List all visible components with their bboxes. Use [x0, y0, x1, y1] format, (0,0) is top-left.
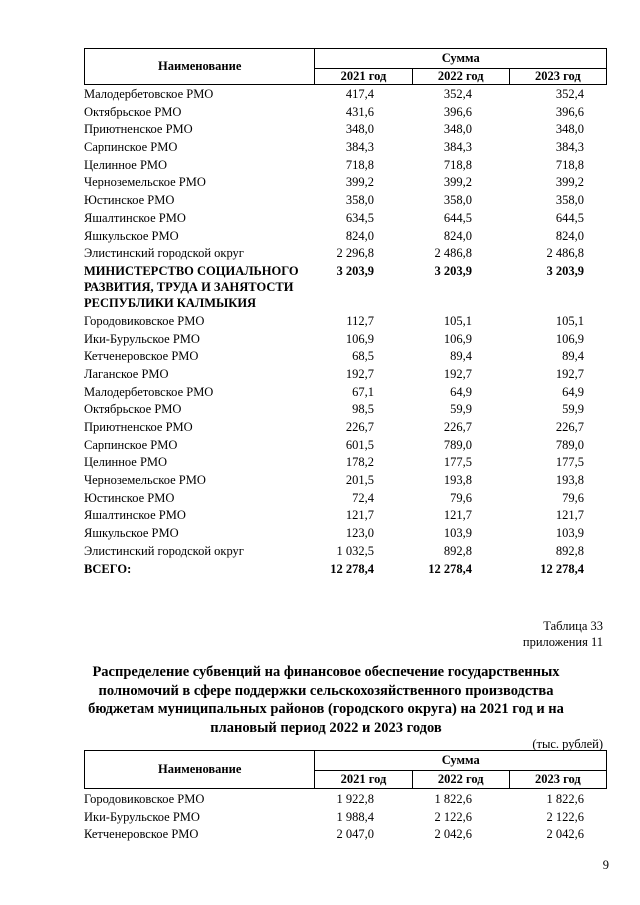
row-name: Октябрьское РМО — [84, 402, 182, 417]
row-value-2021: 12 278,4 — [330, 561, 374, 576]
table-row — [84, 366, 604, 384]
row-name: ВСЕГО: — [84, 561, 132, 576]
row-name: Сарпинское РМО — [84, 437, 178, 452]
row-name: Юстинское РМО — [84, 193, 175, 208]
row-value-2023: 2 122,6 — [546, 809, 584, 824]
row-value-2023: 358,0 — [555, 193, 584, 208]
row-value-2021: 68,5 — [352, 349, 374, 364]
row-value-2022: 348,0 — [443, 122, 472, 137]
row-value-2022: 3 203,9 — [434, 263, 472, 278]
row-name: Ики-Бурульское РМО — [84, 809, 200, 824]
row-value-2022: 103,9 — [443, 526, 472, 541]
row-value-2021: 106,9 — [345, 331, 374, 346]
row-value-2022: 892,8 — [443, 543, 472, 558]
row-value-2021: 399,2 — [345, 175, 374, 190]
row-value-2022: 193,8 — [443, 473, 472, 488]
row-value-2023: 396,6 — [555, 104, 584, 119]
row-name: Малодербетовское РМО — [84, 384, 214, 399]
row-value-2022: 1 822,6 — [434, 792, 472, 806]
row-value-2023: 352,4 — [555, 87, 584, 101]
row-value-2021: 1 922,8 — [336, 792, 374, 806]
row-value-2022: 399,2 — [443, 175, 472, 190]
row-value-2022: 12 278,4 — [428, 561, 472, 576]
row-value-2022: 352,4 — [443, 87, 472, 101]
row-value-2021: 67,1 — [352, 384, 374, 399]
row-value-2022: 644,5 — [443, 210, 472, 225]
table-row — [84, 174, 604, 192]
row-value-2022: 718,8 — [443, 157, 472, 172]
row-value-2023: 789,0 — [555, 437, 584, 452]
table-row — [84, 121, 604, 139]
row-value-2021: 3 203,9 — [336, 263, 374, 278]
row-value-2023: 103,9 — [555, 526, 584, 541]
table1-header — [84, 48, 607, 85]
table-row — [84, 490, 604, 508]
table-row — [84, 419, 604, 437]
row-value-2022: 106,9 — [443, 331, 472, 346]
row-value-2023: 3 203,9 — [546, 263, 584, 278]
row-value-2023: 2 042,6 — [546, 827, 584, 842]
row-value-2023: 892,8 — [555, 543, 584, 558]
row-value-2021: 2 047,0 — [336, 827, 374, 842]
row-value-2023: 193,8 — [555, 473, 584, 488]
table2-header — [84, 750, 607, 789]
row-value-2023: 12 278,4 — [540, 561, 584, 576]
table1-header-name: Наименование — [85, 49, 315, 85]
row-value-2023: 121,7 — [555, 508, 584, 523]
row-value-2021: 178,2 — [345, 455, 374, 470]
table-row — [84, 104, 604, 122]
table-row — [84, 157, 604, 175]
row-value-2021: 634,5 — [345, 210, 374, 225]
row-value-2022: 177,5 — [443, 455, 472, 470]
table-row — [84, 472, 604, 490]
row-value-2023: 824,0 — [555, 228, 584, 243]
row-value-2021: 348,0 — [345, 122, 374, 137]
table-row — [84, 401, 604, 419]
row-value-2023: 64,9 — [562, 384, 584, 399]
table-row — [84, 263, 604, 313]
row-value-2022: 226,7 — [443, 420, 472, 434]
row-value-2021: 384,3 — [345, 140, 374, 155]
row-value-2021: 226,7 — [345, 420, 374, 434]
table-row — [84, 210, 604, 228]
table1-year-2021: 2021 год — [315, 69, 412, 85]
table-row — [84, 525, 604, 543]
row-value-2022: 824,0 — [443, 228, 472, 243]
table-row — [84, 331, 604, 349]
row-value-2023: 79,6 — [562, 490, 584, 505]
row-value-2022: 192,7 — [443, 366, 472, 381]
row-name: Приютненское РМО — [84, 420, 193, 434]
row-value-2022: 89,4 — [450, 349, 472, 364]
table-row — [84, 384, 604, 402]
row-value-2022: 2 042,6 — [434, 827, 472, 842]
row-name: Городовиковское РМО — [84, 792, 205, 806]
row-value-2023: 89,4 — [562, 349, 584, 364]
row-name: Черноземельское РМО — [84, 175, 206, 190]
row-value-2023: 384,3 — [555, 140, 584, 155]
row-value-2021: 201,5 — [345, 473, 374, 488]
row-name: Яшалтинское РМО — [84, 508, 186, 523]
row-value-2023: 59,9 — [562, 402, 584, 417]
row-value-2022: 396,6 — [443, 104, 472, 119]
row-value-2023: 348,0 — [555, 122, 584, 137]
table-row — [84, 86, 604, 104]
row-value-2023: 718,8 — [555, 157, 584, 172]
row-value-2021: 358,0 — [345, 193, 374, 208]
row-value-2022: 121,7 — [443, 508, 472, 523]
table-title: Распределение субвенций на финансовое обеспечение государственных полномочий в сфере поддержки сельскохозяйственного производства бюджетам муниципальных районов (городского округа) на 2021 год и на плановый период 2022 и 2023 годов — [88, 664, 564, 736]
row-value-2023: 2 486,8 — [546, 246, 584, 261]
table-row — [84, 348, 604, 366]
row-value-2022: 789,0 — [443, 437, 472, 452]
table-row — [84, 791, 604, 809]
row-value-2021: 824,0 — [345, 228, 374, 243]
row-value-2021: 601,5 — [345, 437, 374, 452]
row-value-2022: 59,9 — [450, 402, 472, 417]
table-row — [84, 192, 604, 210]
row-value-2021: 718,8 — [345, 157, 374, 172]
table-row — [84, 437, 604, 455]
table1-body — [84, 86, 604, 578]
unit-label: (тыс. рублей) — [532, 737, 603, 751]
row-value-2023: 177,5 — [555, 455, 584, 470]
row-name: Элистинский городской округ — [84, 246, 244, 261]
row-value-2021: 431,6 — [345, 104, 374, 119]
table-row — [84, 809, 604, 827]
row-name: Яшкульское РМО — [84, 228, 179, 243]
row-name: МИНИСТЕРСТВО СОЦИАЛЬНОГО РАЗВИТИЯ, ТРУДА И ЗАНЯТОСТИ РЕСПУБЛИКИ КАЛМЫКИЯ — [84, 263, 299, 310]
table-row — [84, 561, 604, 579]
table1-year-2022: 2022 год — [412, 69, 509, 85]
table-row — [84, 228, 604, 246]
row-value-2021: 123,0 — [345, 526, 374, 541]
row-value-2023: 644,5 — [555, 210, 584, 225]
row-value-2021: 112,7 — [346, 313, 374, 328]
table1-year-2023: 2023 год — [509, 69, 606, 85]
row-value-2021: 192,7 — [345, 366, 374, 381]
row-value-2022: 2 486,8 — [434, 246, 472, 261]
row-value-2021: 2 296,8 — [336, 246, 374, 261]
row-value-2023: 1 822,6 — [546, 792, 584, 806]
appendix-label: приложения 11 — [522, 635, 603, 649]
table2-header-name: Наименование — [85, 751, 315, 789]
row-name: Кетченеровское РМО — [84, 349, 199, 364]
row-value-2023: 105,1 — [555, 313, 584, 328]
row-value-2022: 358,0 — [443, 193, 472, 208]
row-value-2022: 2 122,6 — [434, 809, 472, 824]
table-row — [84, 507, 604, 525]
row-name: Яшалтинское РМО — [84, 210, 186, 225]
row-value-2022: 64,9 — [450, 384, 472, 399]
table-number: Таблица 33 — [543, 619, 603, 633]
table1-header-sum: Сумма — [315, 49, 607, 69]
row-name: Черноземельское РМО — [84, 473, 206, 488]
row-value-2022: 384,3 — [443, 140, 472, 155]
row-name: Лаганское РМО — [84, 366, 169, 381]
row-name: Целинное РМО — [84, 157, 168, 172]
table-row — [84, 139, 604, 157]
row-value-2021: 1 032,5 — [336, 543, 374, 558]
row-name: Малодербетовское РМО — [84, 87, 214, 101]
row-value-2021: 121,7 — [345, 508, 374, 523]
row-value-2021: 72,4 — [352, 490, 374, 505]
page-number: 9 — [602, 858, 609, 872]
row-name: Юстинское РМО — [84, 490, 175, 505]
table-row — [84, 543, 604, 561]
table-row — [84, 826, 604, 844]
table2-body — [84, 791, 604, 844]
row-name: Ики-Бурульское РМО — [84, 331, 200, 346]
row-value-2021: 98,5 — [352, 402, 374, 417]
row-name: Кетченеровское РМО — [84, 827, 199, 842]
row-name: Городовиковское РМО — [84, 313, 205, 328]
table2-year-2021: 2021 год — [315, 771, 412, 789]
table-row — [84, 245, 604, 263]
table2-year-2022: 2022 год — [412, 771, 509, 789]
row-name: Элистинский городской округ — [84, 543, 244, 558]
row-value-2023: 192,7 — [555, 366, 584, 381]
table-row — [84, 313, 604, 331]
row-value-2021: 417,4 — [345, 87, 374, 101]
row-value-2023: 226,7 — [555, 420, 584, 434]
row-name: Октябрьское РМО — [84, 104, 182, 119]
row-name: Приютненское РМО — [84, 122, 193, 137]
row-value-2023: 399,2 — [555, 175, 584, 190]
row-value-2022: 79,6 — [450, 490, 472, 505]
table2-header-sum: Сумма — [315, 751, 607, 771]
table2-year-2023: 2023 год — [509, 771, 606, 789]
row-name: Целинное РМО — [84, 455, 168, 470]
row-value-2021: 1 988,4 — [336, 809, 374, 824]
table-row — [84, 454, 604, 472]
row-name: Яшкульское РМО — [84, 526, 179, 541]
row-value-2022: 105,1 — [443, 313, 472, 328]
row-value-2023: 106,9 — [555, 331, 584, 346]
row-name: Сарпинское РМО — [84, 140, 178, 155]
